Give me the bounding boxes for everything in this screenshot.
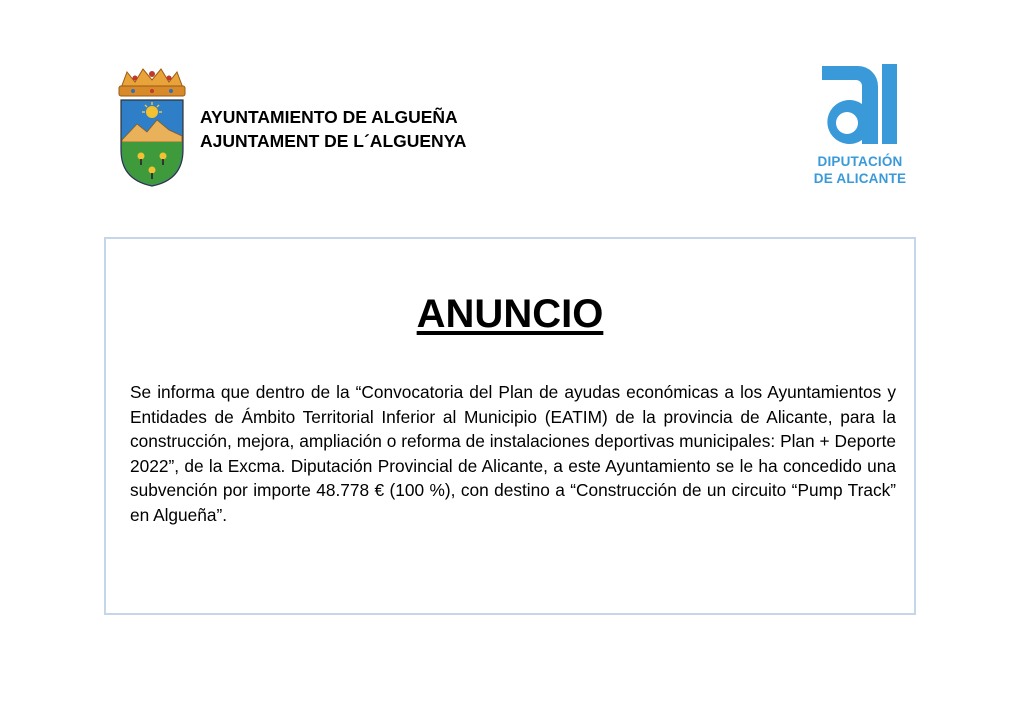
notice-box xyxy=(104,237,916,615)
diputacion-logo xyxy=(806,62,914,187)
notice-body: Se informa que dentro de la “Convocatoria del Plan de ayudas económicas a los Ayuntamientos y Entidades de Ámbito Territorial Inferior al Municipio (EATIM) de la provincia de Alicante, para la construcción, mejora, ampliación o reforma de instalaciones deportivas municipales: Plan + Deporte 2022”, de la Excma. Diputación Provincial de Alicante, a este Ayuntamiento se le ha concedido una subvención por importe 48.778 € (100 %), con destino a “Construcción de un circuito “Pump Track” en Algueña”. xyxy=(130,382,896,525)
municipality-name-va: AJUNTAMENT DE L´ALGUENYA xyxy=(200,131,467,151)
coat-of-arms-icon xyxy=(113,66,191,188)
municipality-name-es: AYUNTAMIENTO DE ALGUEÑA xyxy=(200,107,458,127)
diputacion-logo-text xyxy=(806,153,914,187)
diputacion-logo-line2: DE ALICANTE xyxy=(813,171,907,186)
diputacion-logo-line1: DIPUTACIÓN xyxy=(817,154,903,169)
diputacion-logo-icon xyxy=(818,62,902,146)
organization-names xyxy=(200,105,466,153)
notice-title: ANUNCIO xyxy=(416,292,604,336)
